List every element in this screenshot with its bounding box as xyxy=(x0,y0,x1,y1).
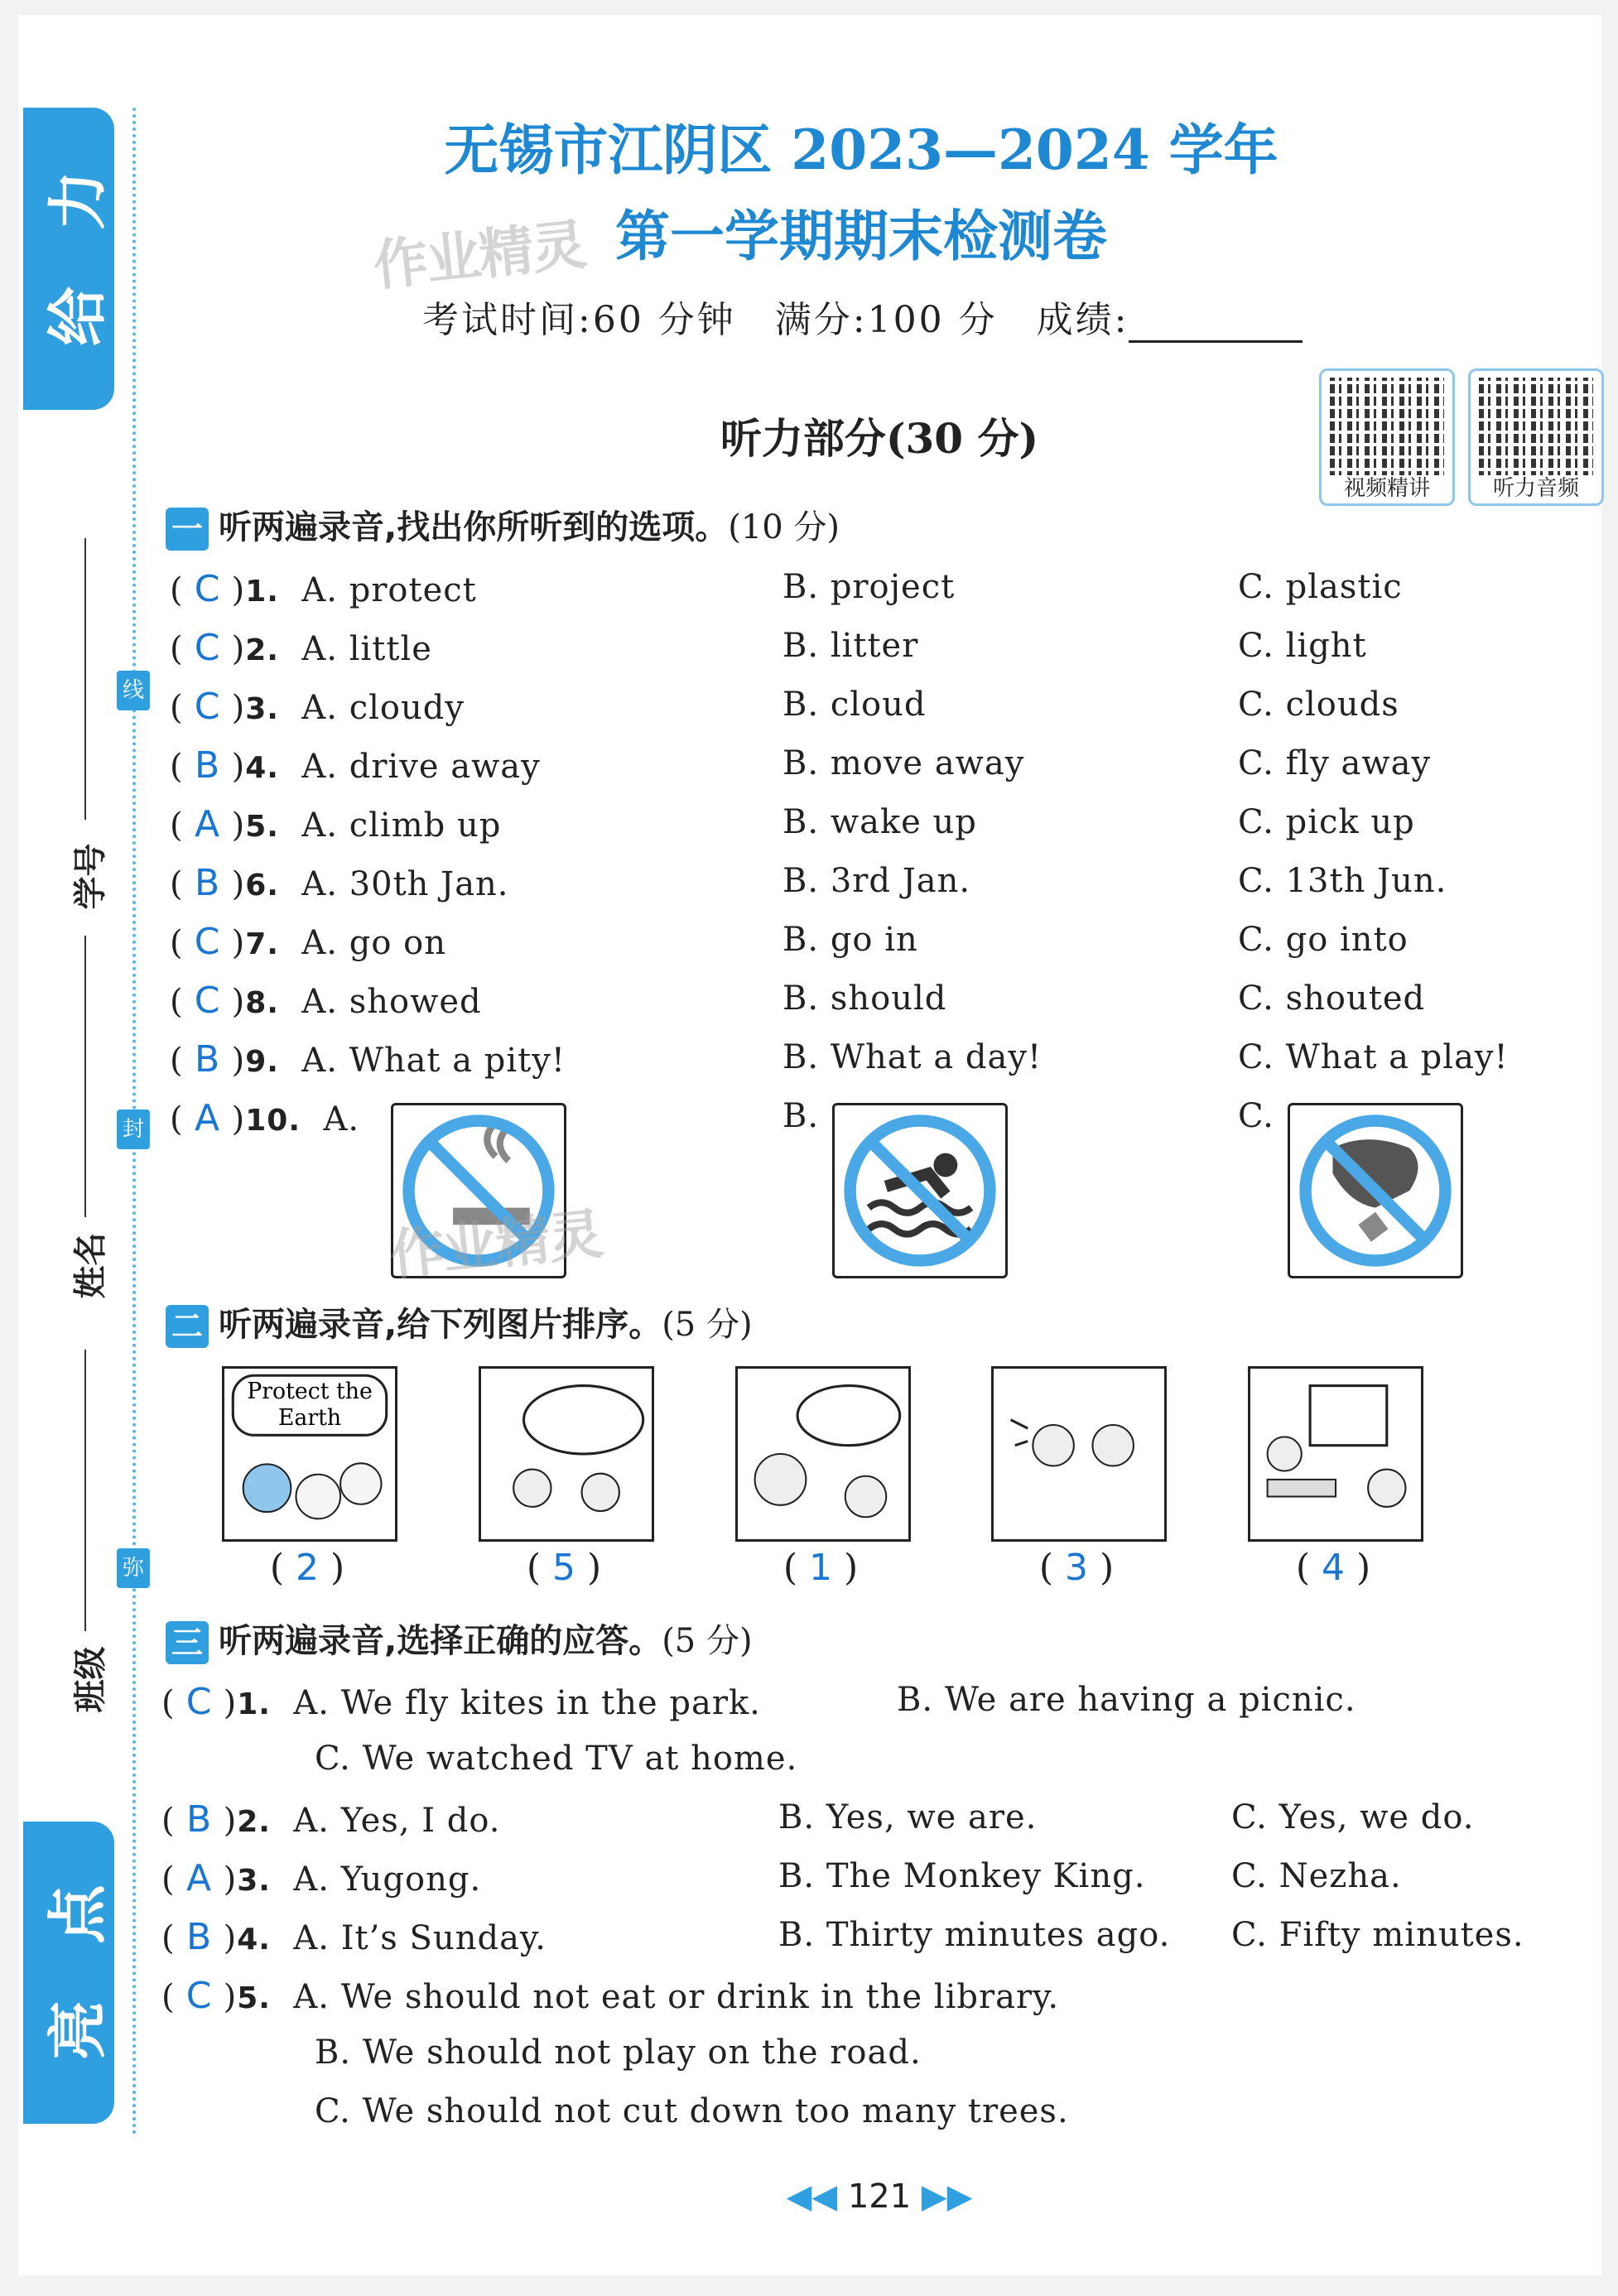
student-id-label: 学号 xyxy=(71,843,110,910)
page-number-text: 121 xyxy=(847,2178,912,2216)
section2-title: 听两遍录音,给下列图片排序。 xyxy=(219,1306,662,1344)
q6-option-b: B. 3rd Jan. xyxy=(783,862,971,900)
q7-number: 7. xyxy=(245,927,279,961)
q5-number: 5. xyxy=(245,810,279,844)
class-line[interactable] xyxy=(84,1350,86,1631)
q2-answer[interactable]: C xyxy=(194,627,221,669)
section1-score: (10 分) xyxy=(728,508,840,546)
s3-q2-option-b: B. Yes, we are. xyxy=(778,1798,1038,1836)
q9-number: 9. xyxy=(245,1045,279,1079)
q7-option-c: C. go into xyxy=(1238,921,1409,959)
q5-answer[interactable]: A xyxy=(195,803,221,845)
section2-header xyxy=(166,1298,753,1348)
no-swimming-sign-icon xyxy=(835,1105,1005,1276)
q10-option-a-label: A. xyxy=(323,1100,360,1138)
picture-1 xyxy=(222,1366,397,1542)
s3-q5-number: 5. xyxy=(237,1981,271,2015)
q5-option-a: A. climb up xyxy=(301,806,502,845)
s3-q3-row: ( A )3. A. Yugong. xyxy=(161,1857,482,1899)
s3-q3-option-b: B. The Monkey King. xyxy=(778,1857,1146,1895)
picture-4 xyxy=(991,1366,1167,1542)
part-title: 听力部分(30 分) xyxy=(720,414,1039,463)
section3-header xyxy=(166,1615,753,1664)
q10-option-b-label: B. xyxy=(783,1097,820,1135)
q6-number: 6. xyxy=(245,869,279,903)
picture-1-answer[interactable]: ( 2 ) xyxy=(269,1547,345,1589)
q8-number: 8. xyxy=(245,986,279,1020)
s3-q2-row: ( B )2. A. Yes, I do. xyxy=(161,1798,501,1841)
q10-number: 10. xyxy=(245,1104,301,1138)
s3-q3-answer[interactable]: A xyxy=(186,1857,213,1899)
q7-row: ( C )7. A. go on xyxy=(170,921,446,963)
s3-q5-option-c: C. We should not cut down too many trees. xyxy=(315,2092,1069,2130)
q5-option-b: B. wake up xyxy=(783,803,977,841)
q3-answer[interactable]: C xyxy=(194,686,221,728)
s3-q3-option-c: C. Nezha. xyxy=(1231,1857,1402,1895)
q9-answer[interactable]: B xyxy=(195,1038,221,1081)
q6-option-a: A. 30th Jan. xyxy=(301,865,509,903)
q5-option-c: C. pick up xyxy=(1238,803,1415,841)
watermark-top: 作业精灵 xyxy=(370,212,588,299)
picture-5 xyxy=(1248,1366,1423,1542)
q10-option-c-label: C. xyxy=(1238,1097,1274,1135)
s3-q5-row: ( C )5. A. We should not eat or drink in the library. xyxy=(161,1975,1060,2017)
exam-info-text: 考试时间:60 分钟 满分:100 分 成绩: xyxy=(422,299,1129,341)
q6-answer[interactable]: B xyxy=(195,862,221,904)
q6-option-c: C. 13th Jun. xyxy=(1238,862,1447,900)
watermark-middle: 作业精灵 xyxy=(387,1201,604,1288)
section2-score: (5 分) xyxy=(662,1306,753,1344)
q2-row: ( C )2. A. little xyxy=(170,627,432,669)
bottom-side-tab xyxy=(23,1822,114,2124)
class-label: 班级 xyxy=(71,1646,110,1713)
picture-1-caption-1: Protect the xyxy=(247,1379,373,1405)
s3-q4-answer[interactable]: B xyxy=(186,1916,213,1958)
picture-3-answer[interactable]: ( 1 ) xyxy=(783,1547,859,1589)
s3-q1-option-b: B. We are having a picnic. xyxy=(897,1681,1356,1719)
student-id-line[interactable] xyxy=(84,538,86,820)
q4-option-c: C. fly away xyxy=(1238,744,1432,782)
exam-info xyxy=(422,290,1303,343)
section1-title: 听两遍录音,找出你所听到的选项。 xyxy=(219,508,729,546)
q8-row: ( C )8. A. showed xyxy=(170,980,482,1022)
top-tab-char-1: 力 xyxy=(43,171,113,231)
s3-q5-option-b: B. We should not play on the road. xyxy=(315,2034,922,2072)
q10-answer[interactable]: A xyxy=(195,1097,221,1139)
s3-q2-option-a: A. Yes, I do. xyxy=(293,1802,501,1840)
q2-option-c: C. light xyxy=(1238,627,1367,665)
top-tab-char-2: 给 xyxy=(43,286,113,347)
prev-arrow-icon: ◀◀ xyxy=(786,2178,838,2216)
q8-option-b: B. should xyxy=(783,980,947,1018)
q9-option-c: C. What a play! xyxy=(1238,1038,1509,1076)
section2-number: 二 xyxy=(166,1305,209,1348)
q10-option-b-image[interactable] xyxy=(832,1103,1008,1278)
q7-option-a: A. go on xyxy=(301,924,446,962)
picture-2 xyxy=(479,1366,654,1542)
s3-q1-number: 1. xyxy=(237,1687,271,1721)
q4-option-a: A. drive away xyxy=(301,748,541,786)
q2-option-b: B. litter xyxy=(783,627,919,665)
q4-number: 4. xyxy=(245,751,279,785)
next-arrow-icon: ▶▶ xyxy=(921,2178,973,2216)
qr-audio-label: 听力音频 xyxy=(1492,476,1579,501)
no-littering-sign-icon xyxy=(1290,1105,1461,1276)
name-line[interactable] xyxy=(84,936,86,1217)
page-number xyxy=(0,2178,1618,2216)
q1-row: ( C )1. A. protect xyxy=(170,568,477,610)
q3-option-b: B. cloud xyxy=(783,686,927,724)
s3-q4-number: 4. xyxy=(237,1923,271,1957)
s3-q4-option-a: A. It’s Sunday. xyxy=(293,1919,547,1957)
q8-option-c: C. shouted xyxy=(1238,980,1426,1018)
q2-option-a: A. little xyxy=(301,630,432,668)
s3-q2-option-c: C. Yes, we do. xyxy=(1231,1798,1475,1836)
top-side-tab xyxy=(23,108,114,410)
q3-row: ( C )3. A. cloudy xyxy=(170,686,465,728)
seal-mark-line: 线 xyxy=(117,671,150,710)
exam-title-line2: 第一学期期末检测卷 xyxy=(615,204,1107,268)
q8-answer[interactable]: C xyxy=(194,980,221,1022)
s3-q1-option-c: C. We watched TV at home. xyxy=(315,1740,798,1778)
s3-q3-option-a: A. Yugong. xyxy=(293,1860,482,1899)
s3-q5-option-a: A. We should not eat or drink in the library. xyxy=(293,1978,1060,2016)
picture-2-answer[interactable]: ( 5 ) xyxy=(526,1547,602,1589)
q3-option-a: A. cloudy xyxy=(301,689,465,727)
q4-answer[interactable]: B xyxy=(195,744,221,787)
q5-row: ( A )5. A. climb up xyxy=(170,803,502,845)
s3-q1-row: ( C )1. A. We fly kites in the park. xyxy=(161,1681,761,1723)
q2-number: 2. xyxy=(245,633,279,667)
s3-q4-option-c: C. Fifty minutes. xyxy=(1231,1916,1524,1954)
q3-option-c: C. clouds xyxy=(1238,686,1399,724)
q4-row: ( B )4. A. drive away xyxy=(170,744,541,787)
s3-q2-number: 2. xyxy=(237,1805,271,1839)
q1-option-c: C. plastic xyxy=(1238,568,1403,606)
q1-option-a: A. protect xyxy=(301,571,477,609)
section3-score: (5 分) xyxy=(662,1622,753,1660)
bottom-tab-char-2: 亮 xyxy=(43,2000,113,2061)
s3-q5-answer[interactable]: C xyxy=(185,1975,213,2017)
q1-answer[interactable]: C xyxy=(194,568,221,610)
s3-q1-option-a: A. We fly kites in the park. xyxy=(293,1684,761,1722)
picture-4-answer[interactable]: ( 3 ) xyxy=(1038,1547,1115,1589)
q7-answer[interactable]: C xyxy=(194,921,221,963)
picture-3 xyxy=(735,1366,911,1542)
q4-option-b: B. move away xyxy=(783,744,1025,782)
q8-option-a: A. showed xyxy=(301,983,482,1021)
q1-option-b: B. project xyxy=(783,568,956,606)
q10-option-c-image[interactable] xyxy=(1288,1103,1463,1278)
picture-1-caption-2: Earth xyxy=(277,1404,342,1431)
q9-row: ( B )9. A. What a pity! xyxy=(170,1038,566,1081)
section1-header xyxy=(166,501,840,551)
seal-mark-seal: 封 xyxy=(117,1109,150,1149)
q10-row: ( A )10. A. xyxy=(170,1097,360,1139)
section1-number: 一 xyxy=(166,508,209,551)
q9-option-a: A. What a pity! xyxy=(301,1042,566,1080)
s3-q1-answer[interactable]: C xyxy=(185,1681,213,1723)
qr-video-label: 视频精讲 xyxy=(1343,476,1430,501)
s3-q3-number: 3. xyxy=(237,1864,271,1898)
q6-row: ( B )6. A. 30th Jan. xyxy=(170,862,509,904)
name-label: 姓名 xyxy=(71,1232,110,1299)
s3-q2-answer[interactable]: B xyxy=(186,1798,213,1841)
q9-option-b: B. What a day! xyxy=(783,1038,1043,1076)
seal-mark-close: 弥 xyxy=(117,1548,150,1588)
q7-option-b: B. go in xyxy=(783,921,918,959)
exam-title-line1: 无锡市江阴区 2023—2024 学年 xyxy=(444,118,1279,182)
section3-title: 听两遍录音,选择正确的应答。 xyxy=(219,1622,662,1660)
s3-q4-row: ( B )4. A. It’s Sunday. xyxy=(161,1916,547,1958)
picture-5-answer[interactable]: ( 4 ) xyxy=(1295,1547,1371,1589)
s3-q4-option-b: B. Thirty minutes ago. xyxy=(778,1916,1171,1954)
section3-number: 三 xyxy=(166,1621,209,1664)
q3-number: 3. xyxy=(245,692,279,726)
q1-number: 1. xyxy=(245,575,279,609)
bottom-tab-char-1: 点 xyxy=(43,1884,113,1945)
score-blank[interactable] xyxy=(1129,309,1303,343)
